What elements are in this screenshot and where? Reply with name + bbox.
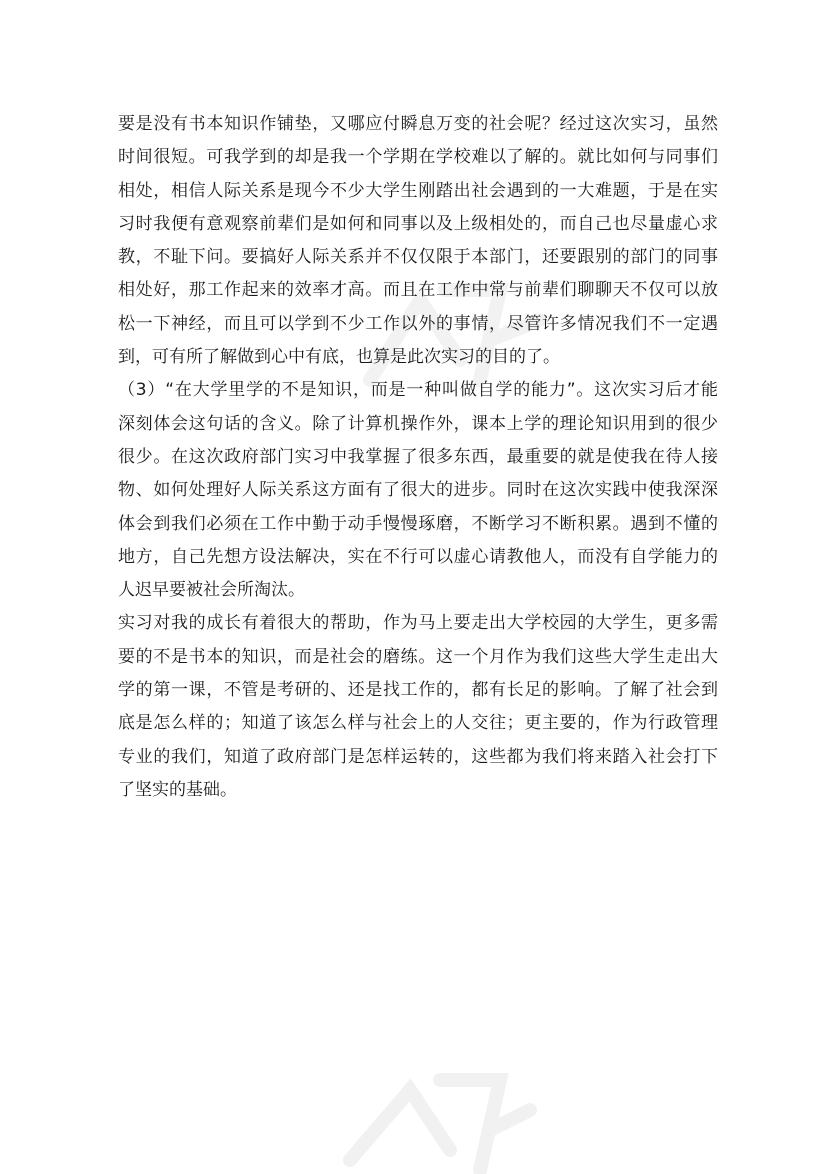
text-line: 教，不耻下问。要搞好人际关系并不仅仅限于本部门，还要跟别的部门的同事 (118, 247, 718, 268)
text-line: 地方，自己先想方设法解决，实在不行可以虚心请教他人，而没有自学能力的 (118, 546, 718, 567)
text-line: 相处，相信人际关系是现今不少大学生刚踏出社会遇到的一大难题，于是在实 (118, 180, 718, 201)
text-line: 深刻体会这句话的含义。除了计算机操作外，课本上学的理论知识用到的很少 (118, 413, 718, 434)
text-line: 要是没有书本知识作铺垫，又哪应付瞬息万变的社会呢？经过这次实习，虽然 (118, 114, 718, 134)
text-line: 松一下神经，而且可以学到不少工作以外的事情，尽管许多情况我们不一定遇 (118, 313, 718, 334)
body-text (118, 108, 718, 807)
text-line: 要的不是书本的知识，而是社会的磨练。这一个月作为我们这些大学生走出大 (118, 646, 718, 667)
text-line: 底是怎么样的；知道了该怎么样与社会上的人交往；更主要的，作为行政管理 (118, 713, 718, 734)
text-line: 体会到我们必须在工作中勤于动手慢慢琢磨，不断学习不断积累。遇到不懂的 (118, 513, 718, 534)
text-line: 专业的我们，知道了政府部门是怎样运转的，这些都为我们将来踏入社会打下 (118, 746, 718, 767)
text-line: （3）“在大学里学的不是知识，而是一种叫做自学的能力”。这次实习后才能 (118, 380, 718, 401)
text-line: 到，可有所了解做到心中有底，也算是此次实习的目的了。 (118, 347, 560, 368)
text-line: 习时我便有意观察前辈们是如何和同事以及上级相处的，而自己也尽量虚心求 (118, 213, 718, 234)
text-line: 学的第一课，不管是考研的、还是找工作的，都有长足的影响。了解了社会到 (118, 680, 718, 701)
text-line: 人迟早要被社会所淘汰。 (118, 580, 305, 601)
text-line: 时间很短。可我学到的却是我一个学期在学校难以了解的。就比如何与同事们 (118, 147, 718, 168)
text-line: 了坚实的基础。 (118, 779, 237, 800)
text-line: 相处好，那工作起来的效率才高。而且在工作中常与前辈们聊聊天不仅可以放 (118, 280, 718, 301)
text-line: 很少。在这次政府部门实习中我掌握了很多东西，最重要的就是使我在待人接 (118, 446, 718, 467)
text-line: 实习对我的成长有着很大的帮助，作为马上要走出大学校园的大学生，更多需 (118, 613, 718, 634)
text-line: 物、如何处理好人际关系这方面有了很大的进步。同时在这次实践中使我深深 (118, 480, 718, 501)
watermark-logo (330, 1060, 540, 1174)
